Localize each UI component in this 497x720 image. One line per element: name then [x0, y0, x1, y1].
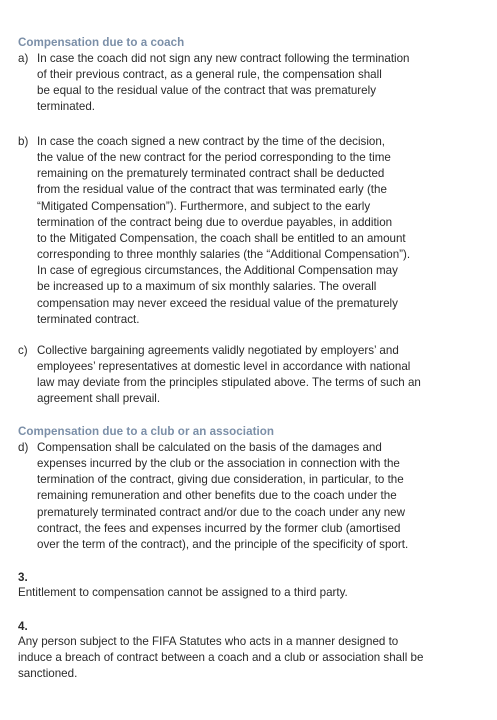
- text-line: terminated contract.: [37, 312, 140, 326]
- list-item-c: [18, 343, 488, 408]
- text-line: contract, the fees and expenses incurred by the former club (amortised: [37, 521, 401, 535]
- text-line: the value of the new contract for the period corresponding to the time: [37, 151, 391, 165]
- text-line: law may deviate from the principles stipulated above. The terms of such an: [37, 376, 421, 390]
- text-line: termination of the contract, giving due consideration, in particular, to the: [37, 473, 404, 487]
- text-line: In case the coach signed a new contract by the time of the decision,: [37, 135, 386, 148]
- text-line: Compensation shall be calculated on the basis of the damages and: [37, 441, 382, 454]
- text-line: termination of the contract being due to overdue payables, in addition: [37, 215, 393, 229]
- text-line: employees’ representatives at domestic level in accordance with national: [37, 360, 411, 374]
- text-line: remaining remuneration and other benefits due to the coach under the: [37, 489, 397, 503]
- paragraph-number-4: 4.: [18, 620, 28, 633]
- text-line: Entitlement to compensation cannot be assigned to a third party.: [18, 586, 348, 599]
- text-line: expenses incurred by the club or the association in connection with the: [37, 457, 400, 471]
- text-line: to the Mitigated Compensation, the coach shall be entitled to an amount: [37, 231, 406, 245]
- text-line: from the residual value of the contract that was terminated early (the: [37, 183, 387, 197]
- list-marker: c): [18, 344, 28, 357]
- list-item-text: [37, 440, 488, 553]
- paragraph-number-3: 3.: [18, 571, 28, 584]
- text-line: remaining on the prematurely terminated contract shall be deducted: [37, 167, 385, 181]
- text-line: of their previous contract, as a general rule, the compensation shall: [37, 68, 382, 82]
- list-item-text: [37, 343, 488, 408]
- text-line: terminated.: [37, 100, 95, 114]
- text-line: be increased up to a maximum of six monthly salaries. The overall: [37, 280, 377, 294]
- list-item-b: [18, 134, 488, 328]
- text-line: corresponding to three monthly salaries (the “Additional Compensation”).: [37, 248, 411, 262]
- text-line: Collective bargaining agreements validly negotiated by employers’ and: [37, 344, 399, 357]
- text-line: agreement shall prevail.: [37, 392, 161, 406]
- paragraph-3-text: [18, 585, 488, 601]
- text-line: In case the coach did not sign any new contract following the termination: [37, 52, 410, 65]
- text-line: Any person subject to the FIFA Statutes who acts in a manner designed to: [18, 635, 399, 648]
- text-line: prematurely terminated contract and/or due to the coach under any new: [37, 505, 405, 519]
- text-line: over the term of the contract), and the principle of the specificity of sport.: [37, 537, 409, 551]
- list-item-d: [18, 440, 488, 553]
- text-line: be equal to the residual value of the contract that was prematurely: [37, 84, 376, 98]
- text-line: induce a breach of contract between a coach and a club or association shall be: [18, 651, 424, 665]
- list-item-a: [18, 51, 488, 116]
- section-heading-coach-compensation: Compensation due to a coach: [18, 36, 185, 49]
- list-marker: a): [18, 52, 29, 65]
- text-line: sanctioned.: [18, 667, 78, 681]
- section-heading-club-compensation: Compensation due to a club or an association: [18, 425, 275, 438]
- list-marker: b): [18, 135, 29, 148]
- text-line: In case of egregious circumstances, the Additional Compensation may: [37, 264, 398, 278]
- list-item-text: [37, 51, 488, 116]
- text-line: compensation may never exceed the residual value of the prematurely: [37, 296, 398, 310]
- list-marker: d): [18, 441, 29, 454]
- text-line: “Mitigated Compensation”). Furthermore, and subject to the early: [37, 199, 371, 213]
- list-item-text: [37, 134, 488, 328]
- paragraph-4-text: [18, 634, 488, 682]
